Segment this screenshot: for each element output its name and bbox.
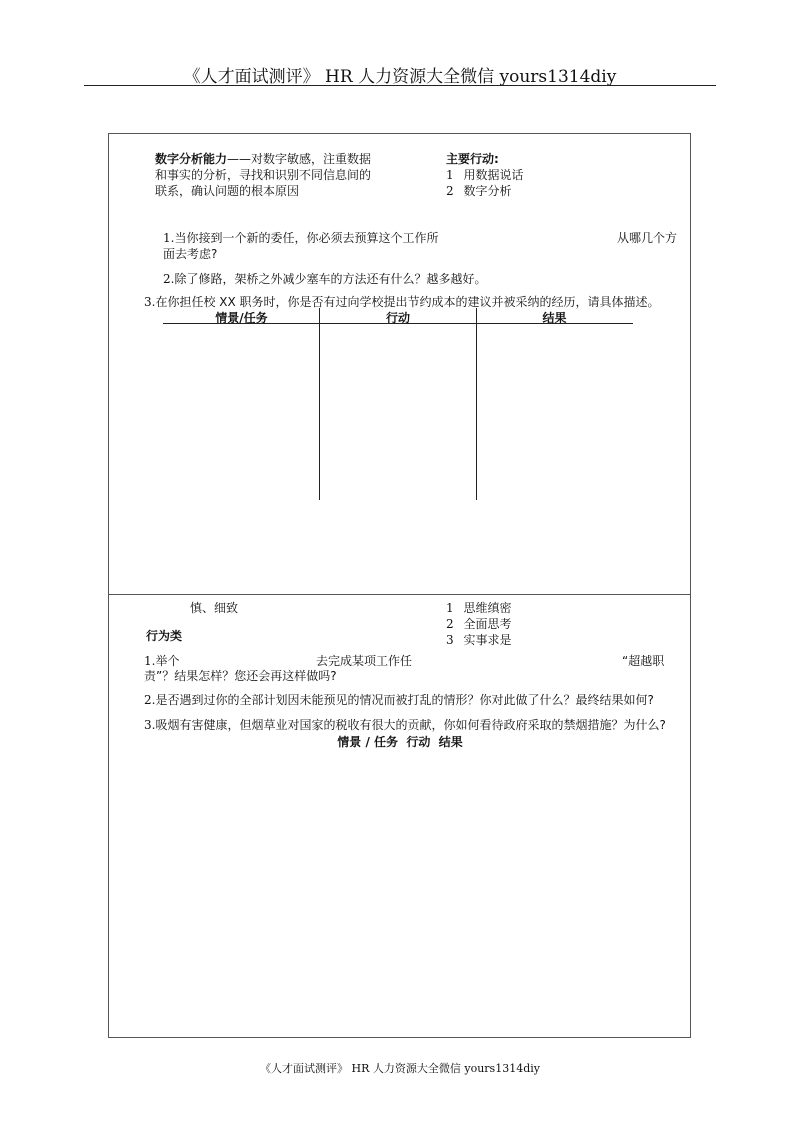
action-label: 全面思考 [463,617,512,631]
question-1-text-c: 面去考虑? [163,247,218,261]
table-header-line: 情景 / 任务 行动 结果 [337,735,463,749]
question-number: 2. [163,272,175,286]
question-text: 除了修路，架桥之外减少塞车的方法还有什么？越多越好。 [174,272,487,286]
question-1-text-b: 从哪几个方 [617,231,678,245]
content-frame [108,133,691,1038]
page-header-title: 《人才面试测评》 HR 人力资源大全微信 yours1314diy [183,67,617,87]
question-text-a: 当你接到一个新的委任，你必须去预算这个工作所 [174,231,439,245]
question-text: 在你担任校 XX 职务时，你是否有过向学校提出节约成本的建议并被采纳的经历，请具体描述。 [155,295,660,309]
table-header-action: 行动 [385,311,410,325]
section-divider [108,594,690,595]
action-number: 1 [446,168,454,182]
question-text-a: 举个 [155,654,180,668]
question-number: 2. [144,693,156,707]
competency-fragment: 慎、细致 [190,601,239,615]
question-3 [144,716,666,733]
action-item [446,599,511,616]
action-label: 实事求是 [463,633,512,647]
action-item [446,615,511,632]
action-label: 思维缜密 [463,601,512,615]
question-2 [163,270,486,287]
question-number: 1. [144,654,156,668]
question-1-text-b: 去完成某项工作任 [316,654,413,668]
page-footer: 《人才面试测评》 HR 人力资源大全微信 yours1314diy [260,1062,540,1075]
category-label: 行为类 [146,629,183,643]
question-2 [144,691,654,708]
action-number: 1 [446,601,454,615]
question-1-text-c: “超越职 [622,654,665,668]
action-number: 2 [446,617,454,631]
action-label: 数字分析 [463,184,512,198]
competency-desc-1: ——对数字敏感，注重数据 [227,152,372,166]
header-rule [84,85,716,86]
action-label: 用数据说话 [463,168,524,182]
question-text: 是否遇到过你的全部计划因未能预见的情况而被打乱的情形？你对此做了什么？最终结果如何? [155,693,654,707]
action-item [446,166,523,183]
table-header-rule [163,323,633,324]
competency-title: 数字分析能力 [155,152,228,166]
action-item [446,182,511,199]
competency-desc-3: 联系，确认问题的根本原因 [155,184,300,198]
question-3 [144,293,660,310]
question-number: 3. [144,295,156,309]
competency-desc-2: 和事实的分析，寻找和识别不同信息间的 [155,168,372,182]
table-header-situation: 情景/任务 [215,311,268,325]
question-text: 吸烟有害健康，但烟草业对国家的税收有很大的贡献，你如何看待政府采取的禁烟措施？为什么? [155,718,666,732]
table-header-result: 结果 [542,311,567,325]
action-number: 3 [446,633,454,647]
question-number: 3. [144,718,156,732]
action-item [446,631,511,648]
question-1 [163,229,438,246]
competency-line-1 [155,150,371,167]
table-column-divider [476,308,477,500]
action-number: 2 [446,184,454,198]
table-column-divider [319,308,320,500]
question-1-text-d: 责”？结果怎样？您还会再这样做吗? [144,669,337,683]
question-number: 1. [163,231,175,245]
actions-title: 主要行动: [446,152,499,166]
